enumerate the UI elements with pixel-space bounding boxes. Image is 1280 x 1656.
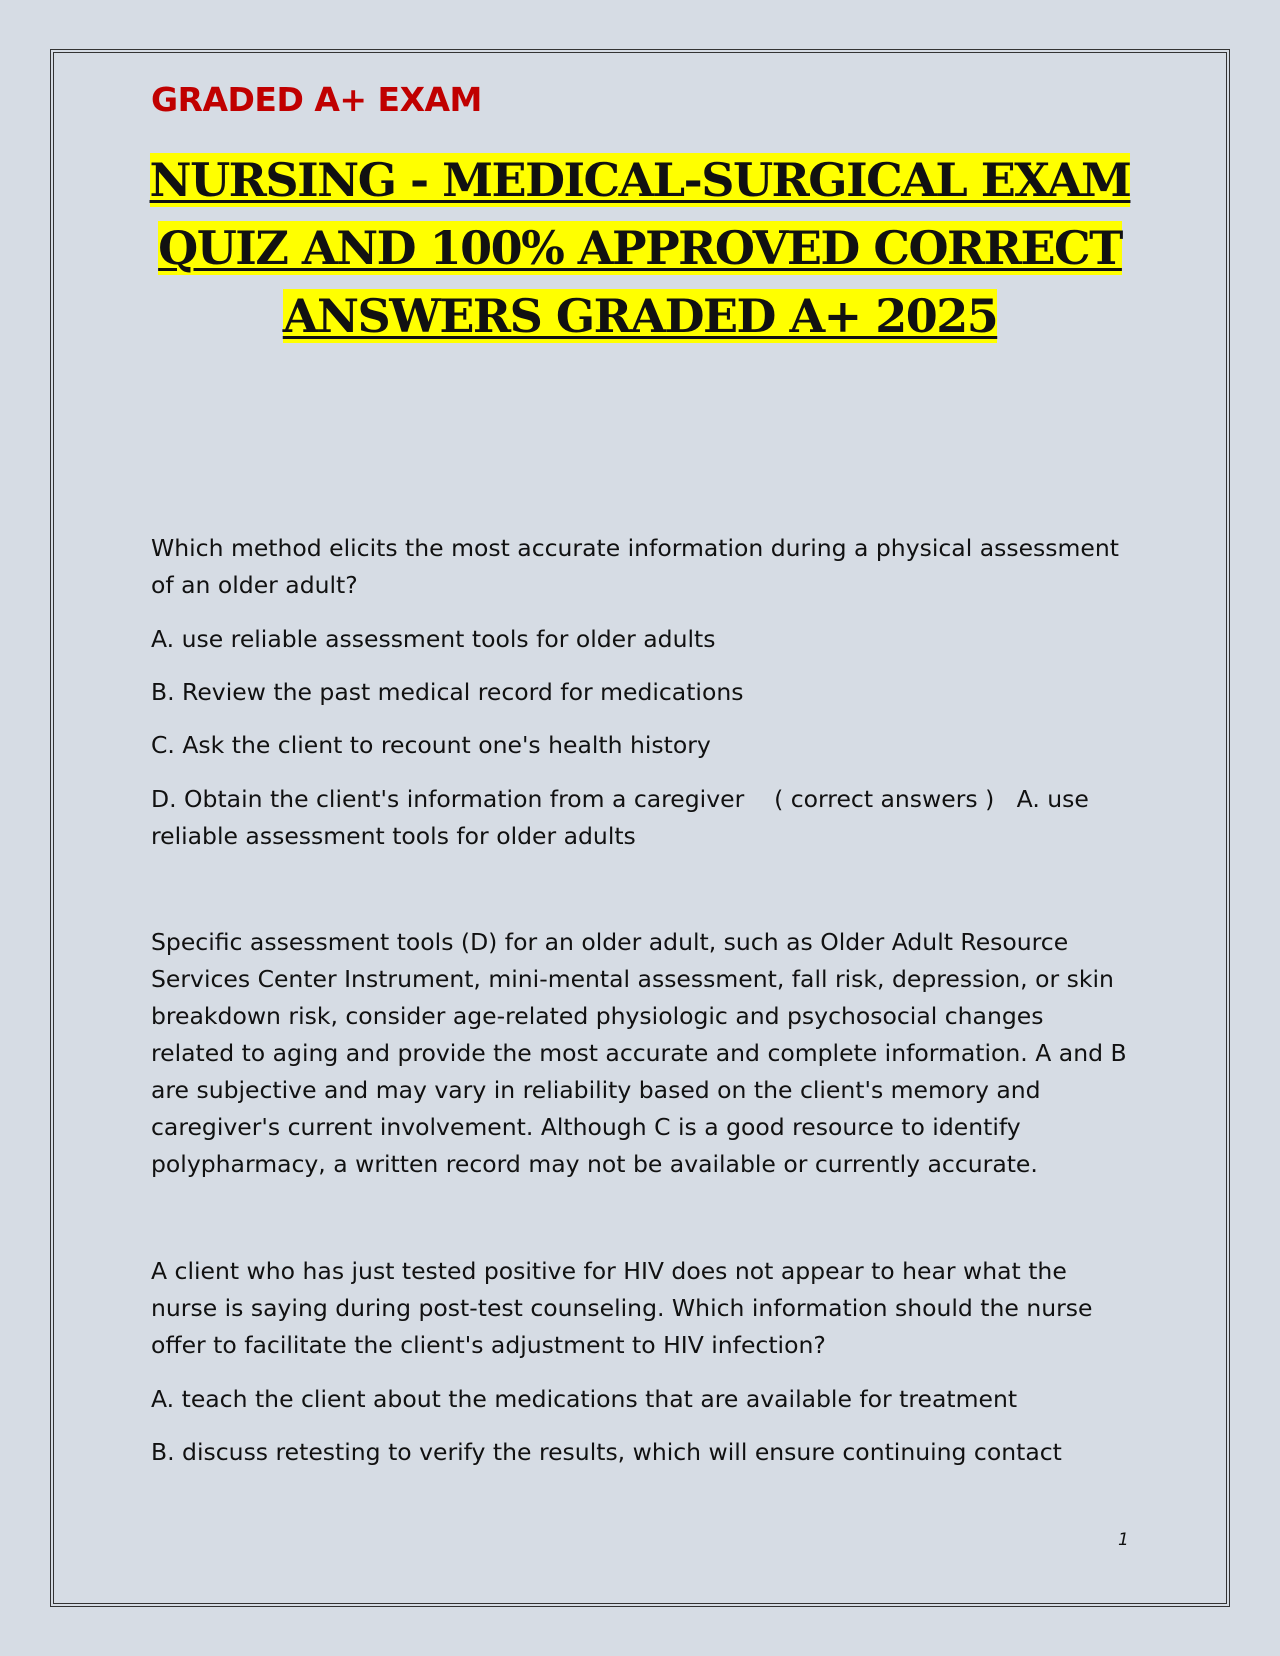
question-1-option-a: A. use reliable assessment tools for older adults [151,625,716,653]
title-line-3: ANSWERS GRADED A+ 2025 [282,289,998,343]
title-line-1: NURSING - MEDICAL-SURGICAL EXAM [149,153,1131,207]
question-1-option-d-answer: D. Obtain the client's information from a caregiver ( correct answers ) A. use reliable assessment tools for older adults [151,785,1097,850]
exam-tag: GRADED A+ EXAM [151,80,482,119]
title-line-2: QUIZ AND 100% APPROVED CORRECT [158,221,1122,275]
question-1-option-c: C. Ask the client to recount one's health history [151,731,711,759]
question-1-stem: Which method elicits the most accurate information during a physical assessment of an older adult? [151,534,1119,599]
page-number: 1 [1118,1530,1129,1550]
question-1-option-b: B. Review the past medical record for medications [151,678,744,706]
document-title [130,146,1150,350]
question-2-option-b: B. discuss retesting to verify the results, which will ensure continuing contact [151,1438,1062,1466]
question-1-rationale: Specific assessment tools (D) for an older adult, such as Older Adult Resource Services Center Instrument, mini-mental assessment, fall risk, depression, or skin breakdown risk, consider age-related physiologic and psychosocial changes related to aging and provide the most accurate and complete information. A and B are subjective and may vary in reliability based on the client's memory and caregiver's current involvement. Although C is a good resource to identify polypharmacy, a written record may not be available or currently accurate. [151,928,1127,1178]
question-2-option-a: A. teach the client about the medications that are available for treatment [151,1385,1018,1413]
question-2-stem: A client who has just tested positive for HIV does not appear to hear what the nurse is saying during post-test counseling. Which information should the nurse offer to facilitate the client's adjustment to HIV infection? [151,1257,1093,1359]
